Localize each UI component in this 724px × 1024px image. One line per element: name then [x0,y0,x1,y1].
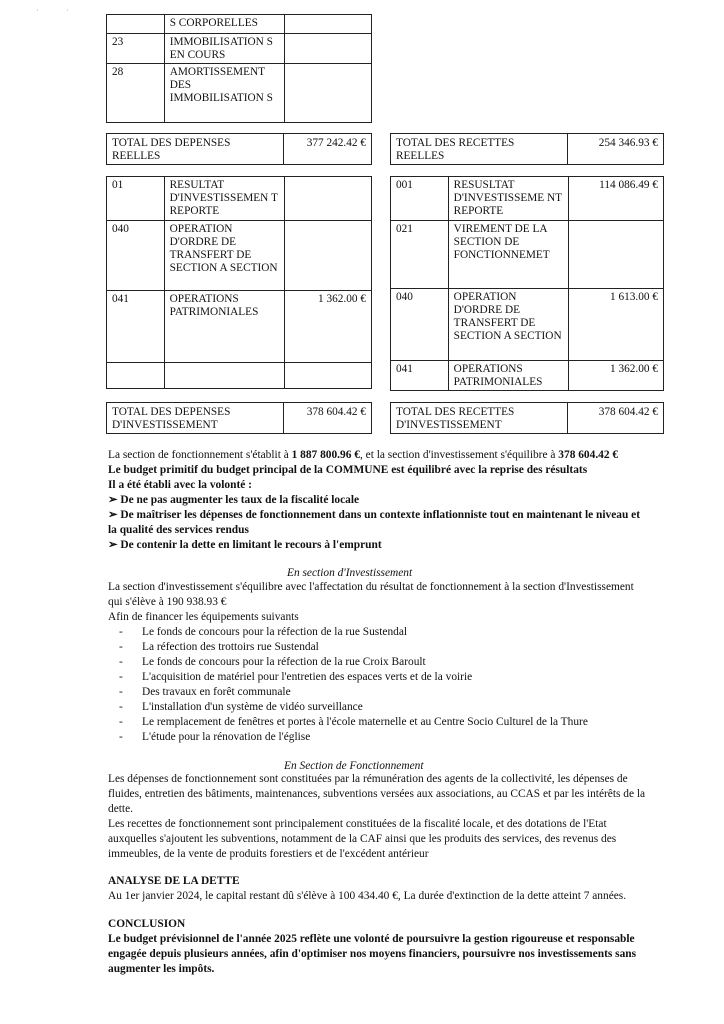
budget-equilibre-line: Le budget primitif du budget principal de la COMMUNE est équilibré avec la reprise des résultats [108,464,588,476]
paragraph-line: qui s'élève à 190 938.93 € [108,596,227,608]
code-cell [107,363,165,389]
recettes-investissement-table [390,176,664,391]
conclusion-line: engagée depuis plusieurs années, afin d'optimiser nos moyens financiers, poursuivre nos investissements sans [108,948,637,960]
paragraph-line: Au 1er janvier 2024, le capital restant dû s'élève à 100 434.40 €, La durée d'extinction de la dette atteint 7 années. [108,890,627,902]
total-label: TOTAL DES RECETTES REELLES [391,134,568,165]
code-cell: 001 [391,177,449,221]
list-item-text: Des travaux en forêt communale [142,686,291,698]
fonctionnement-amount: 1 887 800.96 € [291,449,360,461]
list-item-text: L'étude pour la rénovation de l'église [142,731,311,743]
volonte-text-cont: la qualité des services rendus [108,524,249,536]
list-item [119,700,363,715]
total-label: TOTAL DES RECETTES D'INVESTISSEMENT [391,403,568,434]
summary-text: La section de fonctionnement s'établit à [108,449,292,461]
list-item-text: La réfection des trottoirs rue Sustendal [142,641,319,653]
summary-line [108,448,618,463]
volonte-item [108,493,359,508]
total-depenses-reelles [106,133,372,165]
depenses-investissement-table [106,176,372,389]
label-cell: RESULTAT D'INVESTISSEMEN T REPORTE [164,177,284,221]
scan-mark: · [36,6,39,15]
table-row [391,221,664,289]
table-row [107,403,372,434]
label-cell: OPERATION D'ORDRE DE TRANSFERT DE SECTION A SECTION [448,289,568,361]
amount-cell [284,363,372,389]
dash-bullet: - [119,641,123,653]
amount-cell [568,221,663,289]
table-row [107,177,372,221]
list-item [119,625,408,640]
amount-cell: 1 362.00 € [284,291,372,363]
dash-bullet: - [119,671,123,683]
table-row [107,34,372,64]
volonte-intro: Il a été établi avec la volonté : [108,479,252,491]
conclusion-line: Le budget prévisionnel de l'année 2025 reflète une volonté de poursuivre la gestion rigoureuse et responsable [108,933,635,945]
arrow-bullet-icon: ➢ [108,494,118,506]
dash-bullet: - [119,626,123,638]
table-row [107,291,372,363]
table-row [391,403,664,434]
label-cell: S CORPORELLES [164,15,284,34]
table-row [391,361,664,391]
volonte-text: De contenir la dette en limitant le recours à l'emprunt [120,539,382,551]
amount-cell: 114 086.49 € [568,177,663,221]
scan-mark: · [66,6,69,15]
amount-cell [284,15,371,34]
list-item [119,685,291,700]
list-item [119,640,319,655]
total-amount: 378 604.42 € [568,403,664,434]
code-cell: 23 [107,34,165,64]
table-row [391,177,664,221]
section-heading: En Section de Fonctionnement [284,760,424,772]
volonte-text: De maîtriser les dépenses de fonctionnement dans un contexte inflationniste tout en maintenant le niveau et [120,509,641,521]
total-amount: 378 604.42 € [284,403,372,434]
section-heading: CONCLUSION [108,918,186,930]
list-item-text: Le fonds de concours pour la réfection de la rue Sustendal [142,626,408,638]
table-row [391,134,664,165]
code-cell: 041 [391,361,449,391]
table-row [107,15,372,34]
top-table [106,14,372,123]
list-item-text: L'installation d'un système de vidéo surveillance [142,701,363,713]
paragraph-line: dette. [108,803,133,815]
investissement-amount: 378 604.42 € [558,449,619,461]
volonte-item [108,508,640,523]
code-cell [107,15,165,34]
dash-bullet: - [119,716,123,728]
list-item [119,715,588,730]
arrow-bullet-icon: ➢ [108,539,118,551]
total-amount: 377 242.42 € [284,134,372,165]
paragraph-line: fluides, entretien des bâtiments, maintenances, subventions versées aux associations, au CCAS et par les intérêts de la [108,788,646,800]
label-cell [164,363,284,389]
amount-cell: 1 613.00 € [568,289,663,361]
dash-bullet: - [119,731,123,743]
paragraph-line: auxquelles s'ajoutent les subventions, notamment de la CAF ainsi que les produits des services, des revenus des [108,833,617,845]
paragraph-line: immeubles, de la vente de produits forestiers et de l'excédent antérieur [108,848,429,860]
dash-bullet: - [119,701,123,713]
code-cell: 021 [391,221,449,289]
list-item [119,730,311,745]
label-cell: RESUSLTAT D'INVESTISSEME NT REPORTE [448,177,568,221]
total-depenses-investissement [106,402,372,434]
label-cell: OPERATIONS PATRIMONIALES [164,291,284,363]
amount-cell [284,64,371,123]
label-cell: AMORTISSEMENT DES IMMOBILISATION S [164,64,284,123]
code-cell: 041 [107,291,165,363]
arrow-bullet-icon: ➢ [108,509,118,521]
conclusion-line: augmenter les impôts. [108,963,215,975]
table-row [107,221,372,291]
dash-bullet: - [119,656,123,668]
code-cell: 040 [391,289,449,361]
paragraph-line: Afin de financer les équipements suivants [108,611,299,623]
label-cell: OPERATION D'ORDRE DE TRANSFERT DE SECTION A SECTION [164,221,284,291]
section-heading: ANALYSE DE LA DETTE [108,875,240,887]
amount-cell [284,221,372,291]
list-item [119,670,473,685]
amount-cell [284,177,372,221]
list-item-text: L'acquisition de matériel pour l'entretien des espaces verts et de la voirie [142,671,473,683]
total-label: TOTAL DES DEPENSES D'INVESTISSEMENT [107,403,284,434]
volonte-item [108,538,382,553]
section-heading: En section d'Investissement [287,567,413,579]
list-item-text: Le remplacement de fenêtres et portes à l'école maternelle et au Centre Socio Culturel de la Thure [142,716,588,728]
code-cell: 28 [107,64,165,123]
table-row [391,289,664,361]
total-recettes-reelles [390,133,664,165]
summary-text: , et la section d'investissement s'équilibre à [359,449,559,461]
label-cell: IMMOBILISATION S EN COURS [164,34,284,64]
total-label: TOTAL DES DEPENSES REELLES [107,134,284,165]
list-item [119,655,426,670]
amount-cell [284,34,371,64]
total-recettes-investissement [390,402,664,434]
paragraph-line: Les recettes de fonctionnement sont principalement constituées de la fiscalité locale, et des dotations de l'Etat [108,818,607,830]
list-item-text: Le fonds de concours pour la réfection de la rue Croix Baroult [142,656,426,668]
table-row [107,363,372,389]
amount-cell: 1 362.00 € [568,361,663,391]
table-row [107,134,372,165]
paragraph-line: Les dépenses de fonctionnement sont constituées par la rémunération des agents de la collectivité, les dépenses de [108,773,628,785]
paragraph-line: La section d'investissement s'équilibre avec l'affectation du résultat de fonctionnement à la section d'Investissement [108,581,634,593]
volonte-text: De ne pas augmenter les taux de la fiscalité locale [120,494,360,506]
label-cell: OPERATIONS PATRIMONIALES [448,361,568,391]
code-cell: 040 [107,221,165,291]
total-amount: 254 346.93 € [568,134,664,165]
label-cell: VIREMENT DE LA SECTION DE FONCTIONNEMET [448,221,568,289]
code-cell: 01 [107,177,165,221]
table-row [107,64,372,123]
dash-bullet: - [119,686,123,698]
